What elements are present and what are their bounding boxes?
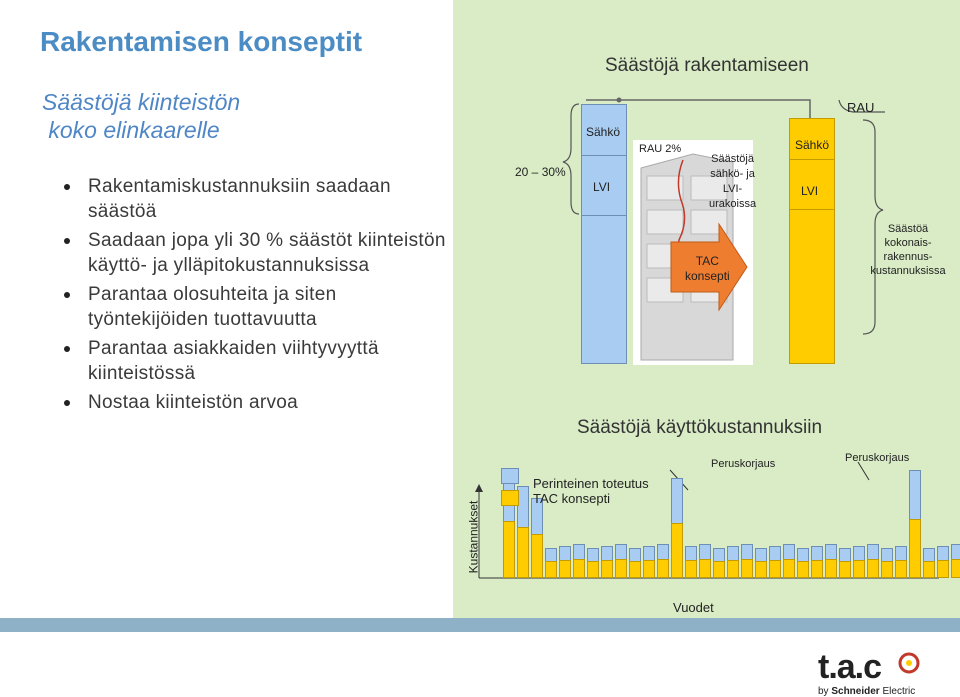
cost-bar-tac bbox=[657, 559, 669, 578]
subtitle bbox=[42, 88, 240, 144]
cost-bar-tac bbox=[685, 560, 697, 578]
benefit-item: Saadaan jopa yli 30 % säästöt kiinteistön käyttö- ja ylläpitokustannuksissa bbox=[62, 228, 447, 278]
savings-line: urakoissa bbox=[709, 198, 757, 210]
left-text-panel bbox=[0, 0, 453, 618]
renovation-label-2: Peruskorjaus bbox=[845, 452, 910, 464]
cost-bar-tac bbox=[923, 561, 935, 578]
arrow-line: TAC bbox=[695, 254, 719, 268]
traditional-electric-label: Sähkö bbox=[586, 125, 621, 139]
cost-bar-tac bbox=[755, 561, 767, 578]
cost-bar-tac bbox=[671, 523, 683, 578]
cost-bar-tac bbox=[503, 521, 515, 578]
cost-bar-tac bbox=[881, 561, 893, 578]
cost-bar-tac bbox=[629, 561, 641, 578]
savings-line: LVI- bbox=[722, 183, 743, 195]
range-label: 20 – 30% bbox=[515, 165, 566, 179]
cost-bar-tac bbox=[713, 561, 725, 578]
total-line: kokonais- bbox=[884, 237, 932, 249]
legend-swatch-tac bbox=[501, 490, 519, 506]
benefit-item: Parantaa olosuhteita ja siten työntekijöiden tuottavuutta bbox=[62, 282, 447, 332]
x-axis-label: Vuodet bbox=[673, 600, 714, 615]
savings-line: Säästöjä bbox=[711, 153, 754, 165]
cost-bar-tac bbox=[643, 560, 655, 578]
cost-bar-tac bbox=[839, 561, 851, 578]
total-line: rakennus- bbox=[883, 251, 933, 263]
subtitle-line-2: koko elinkaarelle bbox=[42, 117, 220, 143]
cost-bar-tac bbox=[867, 559, 879, 578]
cost-chart-axes bbox=[453, 440, 960, 620]
cost-bar-tac bbox=[545, 561, 557, 578]
cost-bar-tac bbox=[727, 560, 739, 578]
tac-logo-text: t.a.c bbox=[818, 648, 882, 686]
arrow-line: konsepti bbox=[685, 269, 730, 283]
tac-hvac-label: LVI bbox=[801, 184, 819, 198]
cost-bar-tac bbox=[601, 560, 613, 578]
legend-label-tac: TAC konsepti bbox=[533, 491, 611, 506]
cost-bar-tac bbox=[615, 559, 627, 578]
renovation-label-1: Peruskorjaus bbox=[711, 458, 776, 470]
cost-bar-tac bbox=[587, 561, 599, 578]
cost-bar-tac bbox=[699, 559, 711, 578]
savings-line: sähkö- ja bbox=[710, 168, 755, 180]
cost-bar-tac bbox=[741, 559, 753, 578]
tac-bar bbox=[789, 118, 835, 364]
operating-heading: Säästöjä käyttökustannuksiin bbox=[577, 417, 823, 438]
tac-logo bbox=[818, 650, 915, 697]
rau-percent-label: RAU 2% bbox=[639, 143, 682, 155]
cost-bar-tac bbox=[531, 534, 543, 578]
legend-swatch-traditional bbox=[501, 468, 519, 484]
tac-arrow-text bbox=[685, 254, 730, 284]
traditional-bar bbox=[581, 104, 627, 364]
cost-bar-tac bbox=[825, 559, 837, 578]
logo-subline bbox=[818, 686, 915, 697]
construction-heading: Säästöjä rakentamiseen bbox=[605, 55, 809, 76]
cost-bar-tac bbox=[783, 559, 795, 578]
total-line: kustannuksissa bbox=[870, 265, 946, 277]
logo-brand: Schneider bbox=[831, 686, 880, 697]
traditional-hvac-label: LVI bbox=[593, 180, 611, 194]
cost-bar-tac bbox=[573, 559, 585, 578]
benefit-item: Parantaa asiakkaiden viihtyvyyttä kiinteistössä bbox=[62, 336, 447, 386]
cost-bar-tac bbox=[559, 560, 571, 578]
subtitle-line-1: Säästöjä kiinteistön bbox=[42, 89, 241, 115]
cost-bar-tac bbox=[517, 527, 529, 578]
cost-bar-tac bbox=[909, 519, 921, 578]
cost-bar-tac bbox=[937, 560, 949, 578]
cost-bar-tac bbox=[853, 560, 865, 578]
total-savings-text bbox=[853, 222, 960, 278]
benefit-list bbox=[62, 174, 447, 419]
cost-bar-tac bbox=[811, 560, 823, 578]
cost-bar-tac bbox=[895, 560, 907, 578]
page-title: Rakentamisen konseptit bbox=[40, 26, 363, 57]
illustration-panel bbox=[453, 0, 960, 620]
tac-electric-label: Sähkö bbox=[795, 138, 830, 152]
footer-bar bbox=[0, 618, 960, 632]
logo-by: by bbox=[818, 686, 829, 697]
cost-bar-tac bbox=[951, 559, 960, 578]
savings-text bbox=[709, 152, 756, 212]
cost-bar-tac bbox=[797, 561, 809, 578]
benefit-item: Nostaa kiinteistön arvoa bbox=[62, 390, 447, 415]
total-line: Säästöä bbox=[887, 223, 929, 235]
benefit-item: Rakentamiskustannuksiin saadaan säästöä bbox=[62, 174, 447, 224]
y-axis-label: Kustannukset bbox=[466, 500, 481, 574]
cost-bar-tac bbox=[769, 560, 781, 578]
rau-label: RAU bbox=[847, 100, 875, 115]
logo-brand-suffix: Electric bbox=[882, 686, 916, 697]
legend-label-traditional: Perinteinen toteutus bbox=[533, 476, 649, 491]
logo-mark-icon bbox=[898, 652, 920, 674]
